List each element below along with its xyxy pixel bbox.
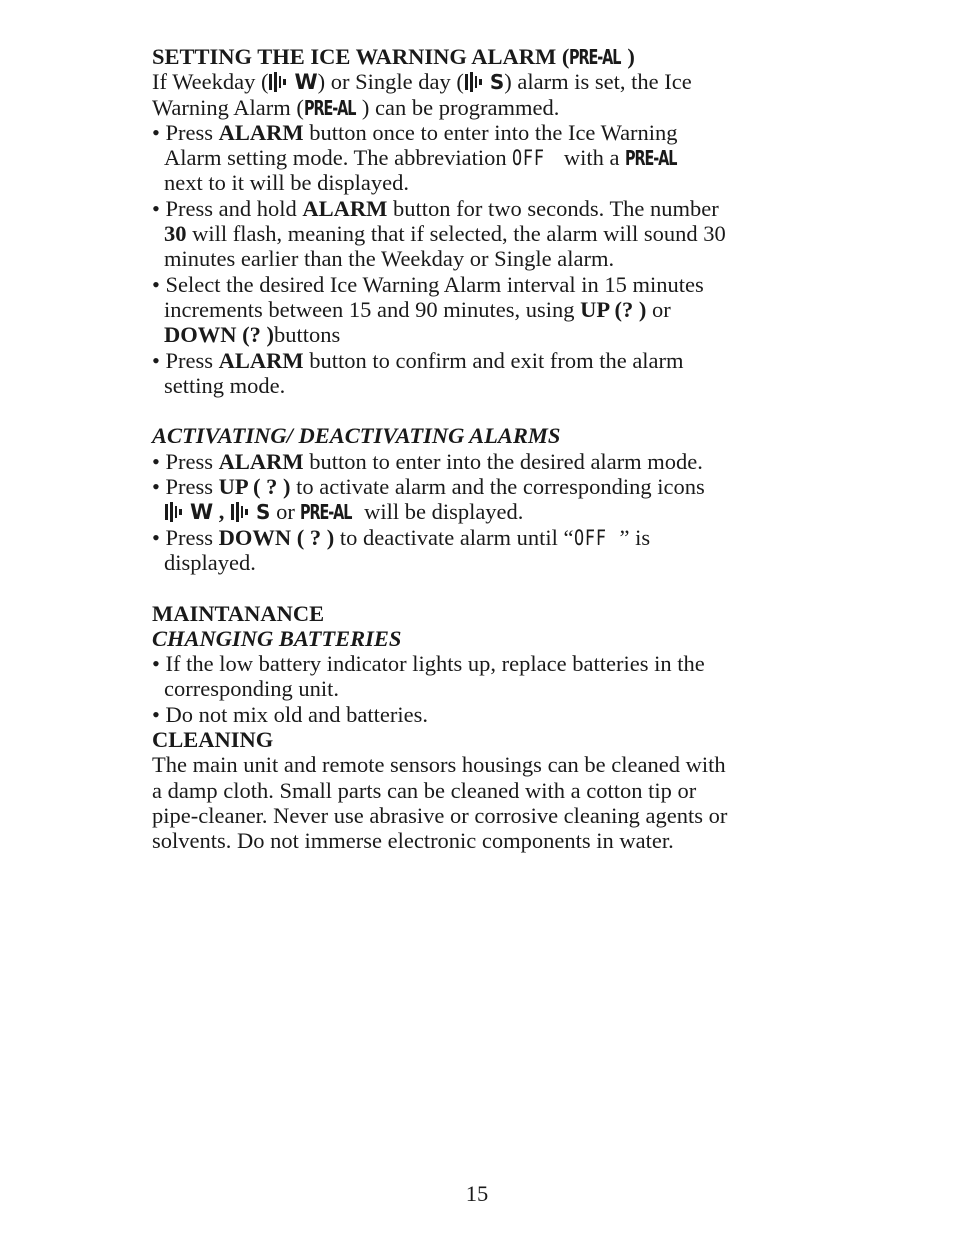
bullet-3-line-2: increments between 15 and 90 minutes, using UP (? ) or — [164, 296, 671, 322]
page-number: 15 — [465, 1181, 489, 1206]
bullet-3-line-1: • Select the desired Ice Warning Alarm interval in 15 minutes — [152, 271, 704, 297]
intro-line-2: Warning Alarm (PRE-AL ) can be programmed. — [152, 94, 560, 120]
single-s-icon: S — [256, 500, 271, 525]
bullet-1-line-1: • Press ALARM button once to enter into the Ice Warning — [152, 119, 678, 145]
cleaning-paragraph-line: The main unit and remote sensors housings can be cleaned with — [152, 752, 726, 778]
activate-bullet-1: • Press ALARM button to enter into the desired alarm mode. — [152, 448, 703, 474]
cleaning-paragraph-line: solvents. Do not immerse electronic components in water. — [152, 828, 674, 854]
activate-bullet-3-line-1: • Press DOWN ( ? ) to deactivate alarm until “OFF ” is — [152, 524, 651, 550]
weekday-w-icon: W — [190, 500, 214, 525]
activate-bullet-3-line-2: displayed. — [164, 549, 256, 575]
cleaning-paragraph-line: a damp cloth. Small parts can be cleaned with a cotton tip or — [152, 777, 697, 803]
bullet-1-line-2: Alarm setting mode. The abbreviation OFF with a PRE-AL — [164, 145, 677, 171]
spacer — [152, 575, 812, 600]
bullet-3-line-3: DOWN (? )buttons — [164, 322, 341, 348]
pre-al-lcd-icon: PRE-AL — [569, 45, 621, 69]
intro-line-1: If Weekday ( W) or Single day ( S) alarm is set, the Ice — [152, 69, 812, 94]
off-lcd-icon: OFF — [512, 146, 545, 171]
activate-bullet-2-line-2: W , S or PRE-AL will be displayed. — [152, 499, 812, 524]
bullet-2-line-3: minutes earlier than the Weekday or Single alarm. — [164, 246, 615, 272]
single-s-icon: S — [489, 70, 505, 95]
activate-bullet-2-line-1: • Press UP ( ? ) to activate alarm and the corresponding icons — [152, 474, 705, 500]
subheading-cleaning: CLEANING — [152, 727, 274, 753]
bullet-4-line-2: setting mode. — [164, 372, 286, 398]
section-heading-activating: ACTIVATING/ DEACTIVATING ALARMS — [152, 423, 561, 449]
bullet-1-line-3: next to it will be displayed. — [164, 170, 409, 196]
subheading-changing-batteries: CHANGING BATTERIES — [152, 625, 402, 651]
pre-al-lcd-icon: PRE-AL — [300, 500, 352, 525]
weekday-w-icon: W — [294, 70, 318, 95]
maintenance-bullet-1-line-1: • If the low battery indicator lights up, replace batteries in the — [152, 651, 705, 677]
maintenance-bullet-2: • Do not mix old and batteries. — [152, 701, 428, 727]
section-heading-ice-warning: SETTING THE ICE WARNING ALARM (PRE-AL ) — [152, 44, 635, 69]
pre-al-lcd-icon: PRE-AL — [303, 95, 356, 120]
bullet-4-line-1: • Press ALARM button to confirm and exit from the alarm — [152, 347, 684, 373]
pre-al-lcd-icon: PRE-AL — [625, 146, 677, 171]
off-lcd-icon: OFF — [573, 525, 607, 550]
bullet-2-line-2: 30 will flash, meaning that if selected, the alarm will sound 30 — [164, 221, 726, 247]
spacer — [152, 398, 812, 423]
section-heading-maintanance: MAINTANANCE — [152, 600, 325, 626]
maintenance-bullet-1-line-2: corresponding unit. — [164, 676, 339, 702]
text-column — [152, 44, 812, 854]
bullet-2-line-1: • Press and hold ALARM button for two seconds. The number — [152, 195, 719, 221]
cleaning-paragraph-line: pipe-cleaner. Never use abrasive or corrosive cleaning agents or — [152, 802, 728, 828]
